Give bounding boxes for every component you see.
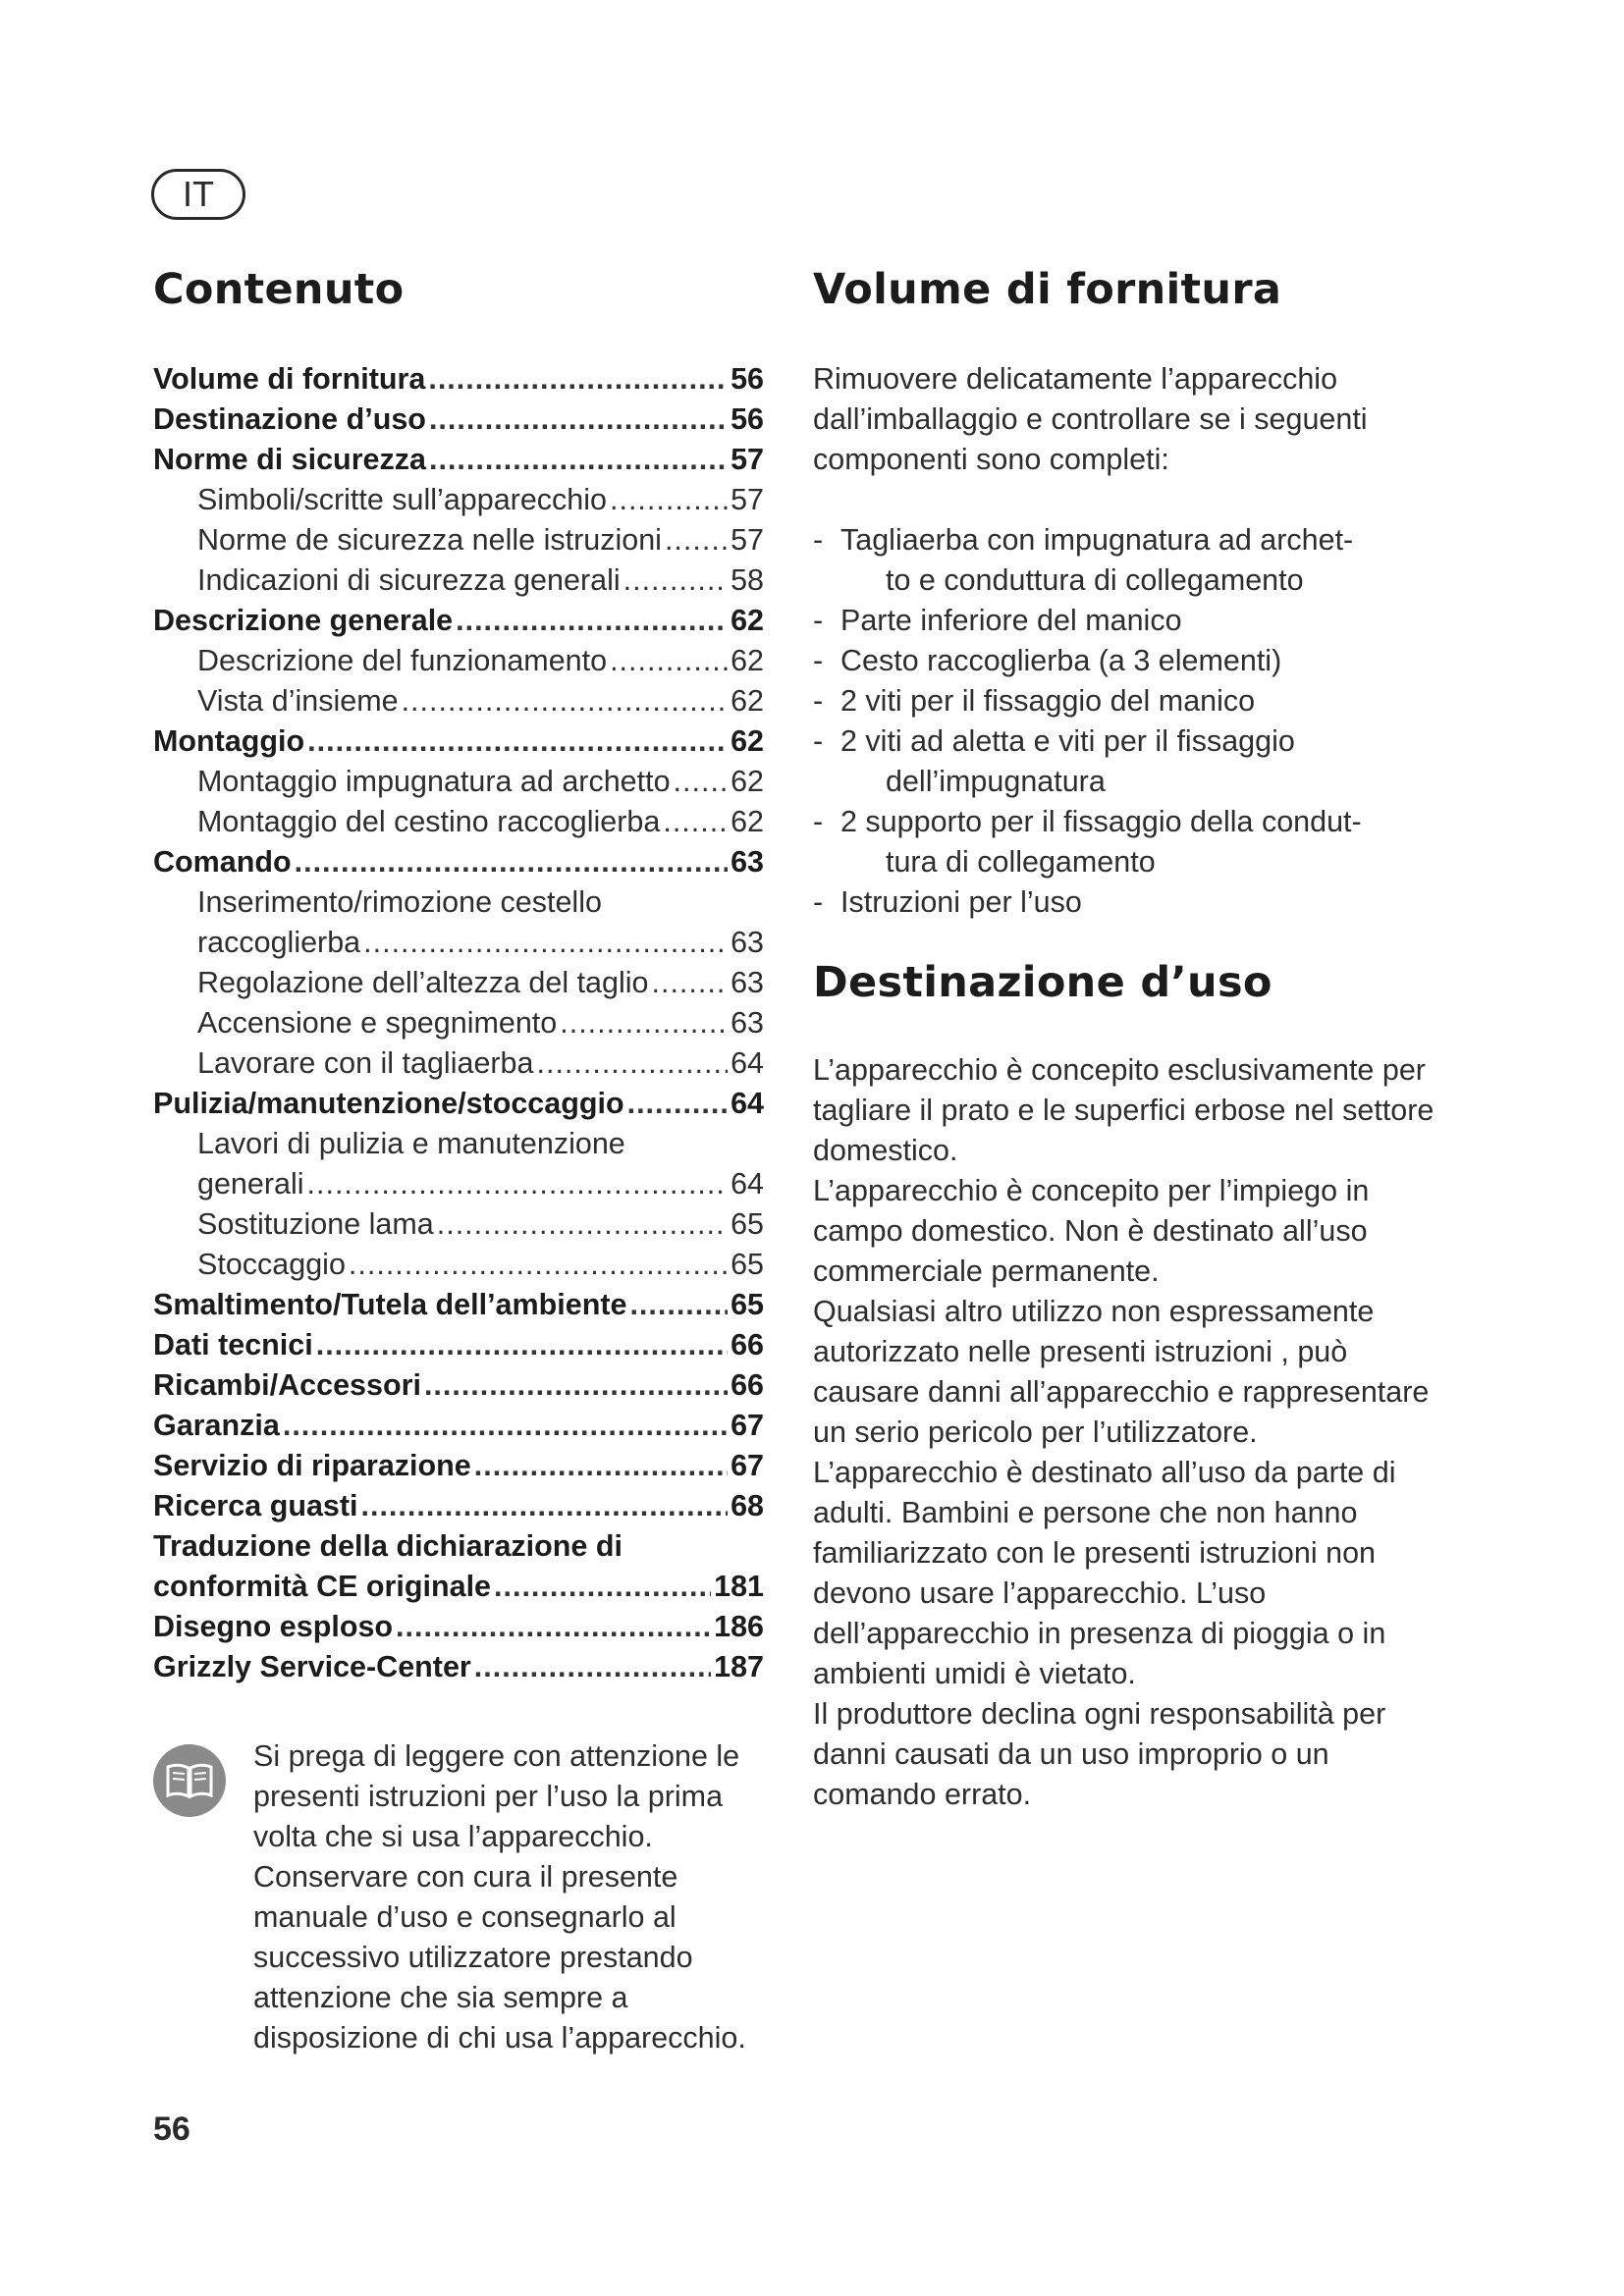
toc-entry[interactable]: Comando ..... 63 [153, 842, 764, 882]
contents-title: Contenuto [153, 265, 405, 314]
list-item: - Istruzioni per l’uso [813, 885, 1082, 919]
intended-use-text [813, 1050, 1441, 1815]
list-item: - Parte inferiore del manico [813, 604, 1182, 637]
toc-entry[interactable]: Traduzione della dichiarazione di conformità CE originale ..... 181 [153, 1526, 764, 1607]
toc-subentry[interactable]: Indicazioni di sicurezza generali ..... 58 [153, 561, 764, 601]
toc-subentry[interactable]: Lavori di pulizia e manutenzione generali ..... 64 [153, 1124, 764, 1204]
paragraph: L’apparecchio è concepito per l’impiego in campo domestico. Non è destinato all’uso commerciale permanente. [813, 1174, 1370, 1288]
right-column [813, 265, 1441, 1815]
toc-entry[interactable]: Ricambi/Accessori ..... 66 [153, 1365, 764, 1406]
list-item: - 2 viti per il fissaggio del manico [813, 684, 1256, 718]
language-badge: IT [151, 169, 245, 220]
contents-column [153, 265, 764, 2058]
supply-title: Volume di fornitura [813, 265, 1282, 314]
toc-entry[interactable]: Montaggio ..... 62 [153, 721, 764, 762]
toc-entry[interactable]: Garanzia ..... 67 [153, 1406, 764, 1446]
toc-entry[interactable]: Disegno esploso ..... 186 [153, 1607, 764, 1647]
book-icon [153, 1744, 226, 1817]
paragraph: L’apparecchio è concepito esclusivamente per tagliare il prato e le superfici erbose nel settore domestico. [813, 1053, 1435, 1167]
toc-subentry[interactable]: Norme de sicurezza nelle istruzioni ..... 57 [153, 520, 764, 561]
list-item: - Tagliaerba con impugnatura ad archet- to e conduttura di collegamento [813, 523, 1354, 597]
toc-subentry[interactable]: Stoccaggio ..... 65 [153, 1245, 764, 1285]
toc-subentry[interactable]: Sostituzione lama ..... 65 [153, 1204, 764, 1245]
toc-subentry[interactable]: Lavorare con il tagliaerba ..... 64 [153, 1043, 764, 1084]
toc-subentry[interactable]: Inserimento/rimozione cestello raccoglierba ..... 63 [153, 882, 764, 963]
toc-subentry[interactable]: Regolazione dell’altezza del taglio ..... 63 [153, 963, 764, 1003]
toc-subentry[interactable]: Montaggio impugnatura ad archetto ..... 62 [153, 762, 764, 802]
toc-subentry[interactable]: Accensione e spegnimento ..... 63 [153, 1003, 764, 1043]
toc-entry[interactable]: Dati tecnici ..... 66 [153, 1325, 764, 1365]
paragraph: Il produttore declina ogni responsabilità per danni causati da un uso improprio o un comando errato. [813, 1697, 1386, 1811]
toc-entry[interactable]: Ricerca guasti ..... 68 [153, 1486, 764, 1526]
toc-entry[interactable]: Grizzly Service-Center ..... 187 [153, 1647, 764, 1687]
read-instructions-note [153, 1736, 764, 2058]
toc-entry[interactable]: Volume di fornitura ..... 56 [153, 359, 764, 400]
toc-subentry[interactable]: Montaggio del cestino raccoglierba ..... 62 [153, 802, 764, 842]
toc-entry[interactable]: Smaltimento/Tutela dell’ambiente ..... 65 [153, 1285, 764, 1325]
paragraph: L’apparecchio è destinato all’uso da parte di adulti. Bambini e persone che non hanno familiarizzato con le presenti istruzioni non devono usare l’apparecchio. L’uso dell’apparecchio in presenza di pioggia o in ambienti umidi è vietato. [813, 1456, 1396, 1690]
supply-list [813, 520, 1441, 923]
list-item: - Cesto raccoglierba (a 3 elementi) [813, 644, 1282, 677]
toc-subentry[interactable]: Descrizione del funzionamento ..... 62 [153, 641, 764, 681]
page-number: 56 [153, 2110, 190, 2148]
table-of-contents [153, 359, 764, 1687]
paragraph: Qualsiasi altro utilizzo non espressamente autorizzato nelle presenti istruzioni , può causare danni all’apparecchio e rappresentare un serio pericolo per l’utilizzatore. [813, 1295, 1430, 1449]
toc-subentry[interactable]: Vista d’insieme ..... 62 [153, 681, 764, 721]
toc-subentry[interactable]: Simboli/scritte sull’apparecchio ..... 57 [153, 480, 764, 520]
toc-entry[interactable]: Descrizione generale ..... 62 [153, 601, 764, 641]
toc-entry[interactable]: Servizio di riparazione ..... 67 [153, 1446, 764, 1486]
toc-entry[interactable]: Destinazione d’uso ..... 56 [153, 400, 764, 440]
supply-intro: Rimuovere delicatamente l’apparecchio dall’imballaggio e controllare se i seguenti componenti sono completi: [813, 362, 1368, 476]
list-item: - 2 viti ad aletta e viti per il fissaggio dell’impugnatura [813, 724, 1295, 798]
note-text: Si prega di leggere con attenzione le presenti istruzioni per l’uso la prima volta che si usa l’apparecchio. Conservare con cura il presente manuale d’uso e consegnarlo al successivo utilizzatore prestando attenzione che sia sempre a disposizione di chi usa l’apparecchio. [253, 1739, 746, 2055]
list-item: - 2 supporto per il fissaggio della condut- tura di collegamento [813, 805, 1362, 879]
toc-entry[interactable]: Norme di sicurezza ..... 57 [153, 440, 764, 480]
intended-use-title: Destinazione d’uso [813, 958, 1272, 1007]
toc-entry[interactable]: Pulizia/manutenzione/stoccaggio ..... 64 [153, 1084, 764, 1124]
